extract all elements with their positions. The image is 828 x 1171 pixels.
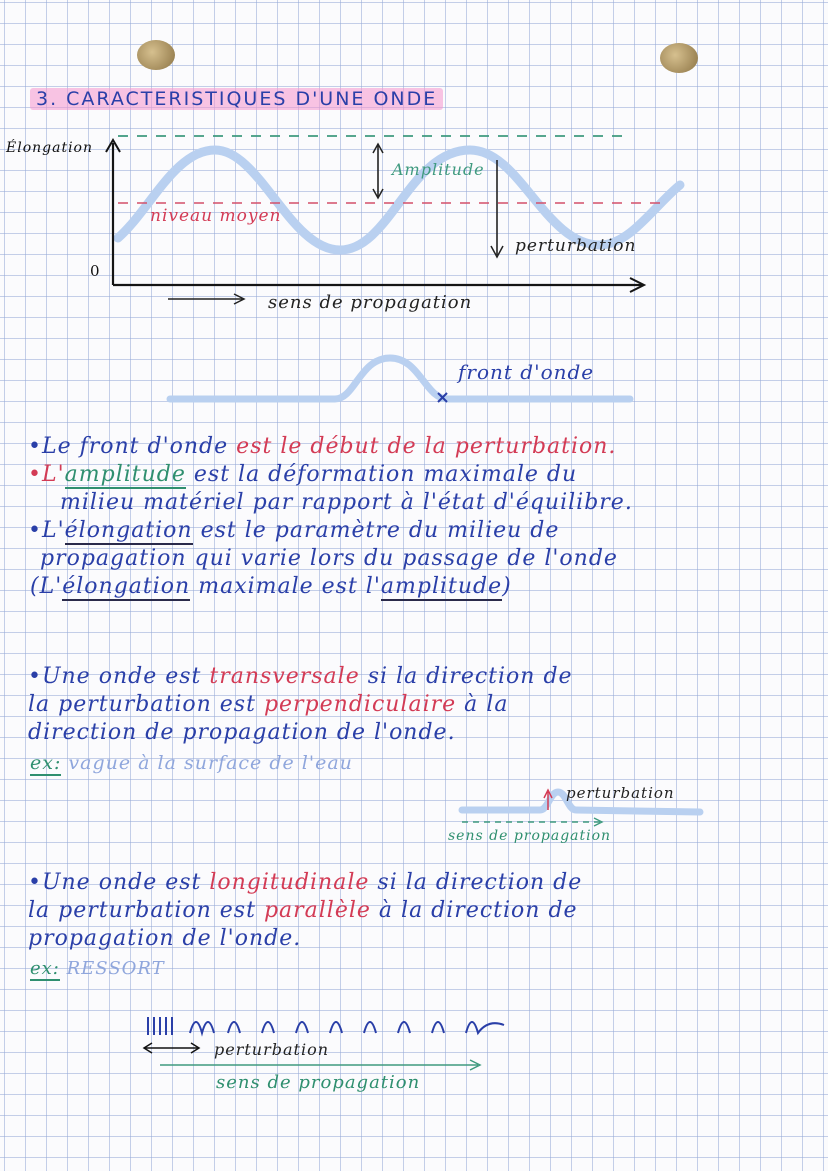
- mean-level-label: niveau moyen: [150, 206, 282, 226]
- disturbance-label: perturbation: [515, 236, 637, 256]
- definition-line-1: •Le front d'onde est le début de la perturbation.: [28, 434, 617, 459]
- transverse-direction-label: sens de propagation: [448, 828, 612, 844]
- y-axis-label: Élongation: [6, 140, 93, 156]
- transverse-example: ex: vague à la surface de l'eau: [30, 752, 353, 774]
- longitudinal-line-2: la perturbation est parallèle à la direction de: [28, 898, 578, 923]
- longitudinal-direction-label: sens de propagation: [216, 1072, 421, 1093]
- origin-label: 0: [90, 262, 100, 280]
- transverse-line-3: direction de propagation de l'onde.: [28, 720, 456, 745]
- amplitude-label: Amplitude: [392, 160, 485, 179]
- longitudinal-disturbance-label: perturbation: [214, 1040, 330, 1059]
- longitudinal-line-1: •Une onde est longitudinale si la direction de: [28, 870, 583, 895]
- transverse-line-1: •Une onde est transversale si la direction de: [28, 664, 573, 689]
- section-title-text: 3. CARACTERISTIQUES D'UNE ONDE: [30, 88, 443, 110]
- transverse-line-2: la perturbation est perpendiculaire à la: [28, 692, 509, 717]
- wavefront-label: front d'onde: [458, 360, 595, 384]
- definition-line-5: propagation qui varie lors du passage de l'onde: [40, 546, 618, 571]
- longitudinal-example: ex: RESSORT: [30, 958, 165, 979]
- spring-coils: [148, 1017, 504, 1035]
- definition-line-6: (L'élongation maximale est l'amplitude): [30, 574, 512, 599]
- definition-line-2: •L'amplitude est la déformation maximale du: [28, 462, 578, 487]
- definition-line-4: •L'élongation est le paramètre du milieu de: [28, 518, 560, 543]
- direction-label: sens de propagation: [268, 292, 473, 313]
- longitudinal-line-3: propagation de l'onde.: [28, 926, 302, 951]
- definition-line-3: milieu matériel par rapport à l'état d'équilibre.: [60, 490, 633, 515]
- transverse-disturbance-label: perturbation: [566, 784, 675, 802]
